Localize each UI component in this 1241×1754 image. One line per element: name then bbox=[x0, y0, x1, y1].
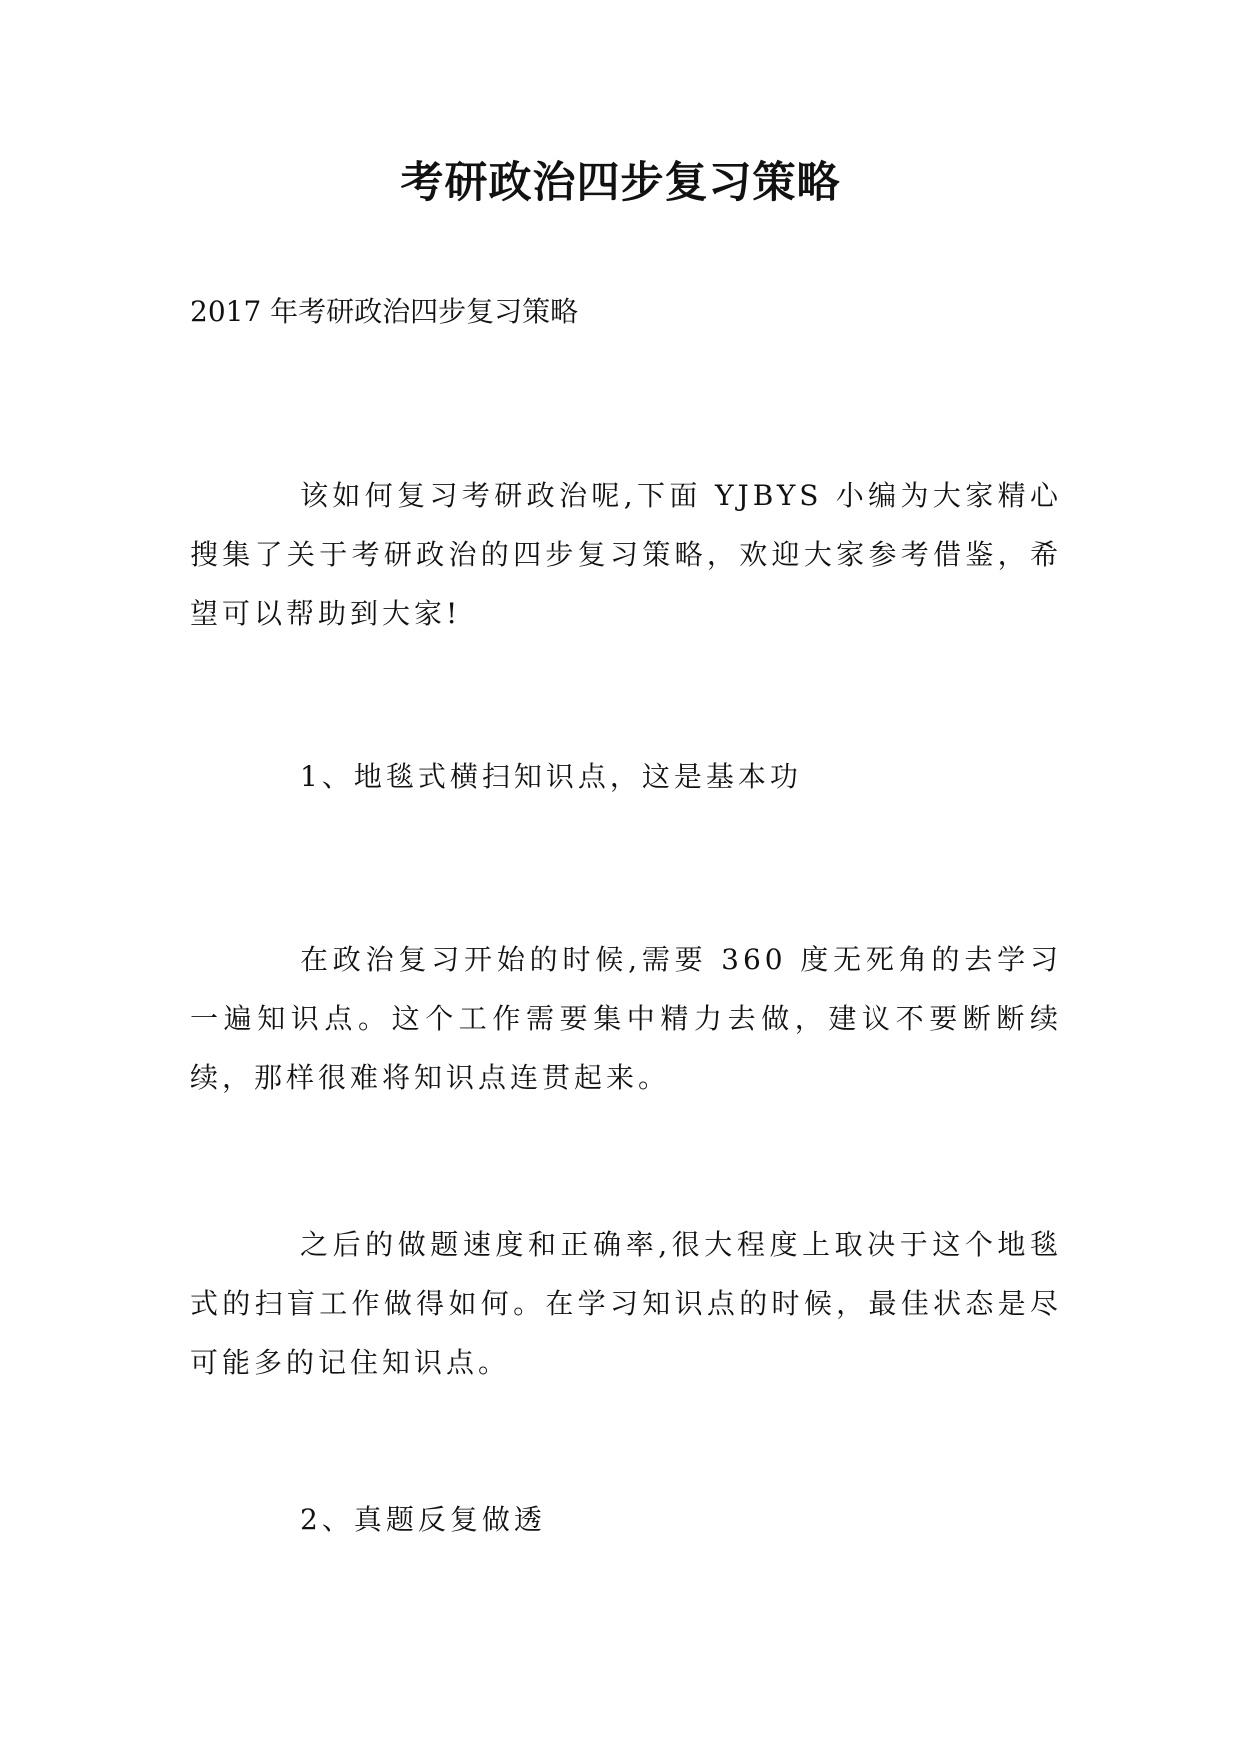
document-title: 考研政治四步复习策略 bbox=[400, 158, 841, 208]
document-subtitle: 2017 年考研政治四步复习策略 bbox=[190, 295, 579, 328]
body-paragraph: 在政治复习开始的时候,需要 360 度无死角的去学习一遍知识点。这个工作需要集中精力去做，建议不要断断续续，那样很难将知识点连贯起来。 bbox=[190, 943, 1062, 1094]
section-heading-1: 1、地毯式横扫知识点，这是基本功 bbox=[300, 760, 802, 793]
section-heading-2: 2、真题反复做透 bbox=[300, 1503, 546, 1536]
intro-paragraph: 该如何复习考研政治呢,下面 YJBYS 小编为大家精心搜集了关于考研政治的四步复习策略，欢迎大家参考借鉴，希望可以帮助到大家! bbox=[190, 479, 1062, 630]
body-paragraph: 之后的做题速度和正确率,很大程度上取决于这个地毯式的扫盲工作做得如何。在学习知识点的时候，最佳状态是尽可能多的记住知识点。 bbox=[190, 1228, 1062, 1379]
